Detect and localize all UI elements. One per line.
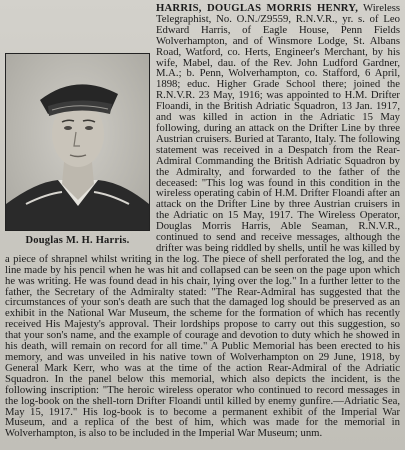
portrait-photo (5, 53, 150, 231)
subject-name: HARRIS, DOUGLAS MORRIS HENRY, (156, 2, 359, 14)
portrait-column (5, 53, 150, 246)
sailor-portrait-image (6, 54, 149, 230)
portrait-caption: Douglas M. H. Harris. (25, 235, 130, 246)
biography-body: Wireless Telegraphist, No. O.N./Z9559, R.N.V.R., yr. s. of Leo Edward Harris, of Eagle House, Penn Fields Wolverhampton, and of Winsmore Lodge, St. Albans Road, Watford, co. Herts, Engineer's Merchant, by his wife, Mabel, dau. of the Rev. John Ludford Gardner, M.A.; b. Penn, Wolverhampton, co. Stafford, 6 April, 1898; educ. Higher Grade School there; joined the R.N.V.R. 23 May, 1916; was appointed to H.M. Drifter Floandi, in the British Adriatic Squadron, 13 Jan. 1917, and was killed in action in the Adriatic 15 May following, during an attack on the Drifter Line by three Austrian cruisers. Buried at Taranto, Italy. The following statement was received in a Despatch from the Rear-Admiral Commanding the British Adriatic Squadron by the Admiralty, and forwarded to the father of the deceased: "This log was found in this condition in the wireless operating cabin of H.M. Drifter Floandi after an attack on the Drifter Line by three Austrian cruisers in the Adriatic on 15 May, 1917. The Wireless Operator, Douglas Morris Harris, Able Seaman, R.N.V.R., continued to send and receive messages, although the drifter was being riddled by shells, until he was killed by a piece of shrapnel whilst writing in the log. The piece of shell perforated the log, and the line made by his pencil when he was hit and collapsed can be seen on the page upon which he was writing. He was found dead in his chair, lying over the log." In a further letter to the father, the Secretary of the Admiralty stated: "The Rear-Admiral has suggested that the circumstances of your son's death are such that the damaged log should be preserved as an exhibit in the National War Museum, the scheme for the formation of which has recently received His Majesty's approval. Their lordships propose to carry out this suggestion, so that your son's name, and the example of courage and devotion to duty which he showed in his death, will remain on record for all time." A Public Memorial has been erected to his memory, and was unveiled in his native town of Wolverhampton on 29 June, 1918, by General Mark Kerr, who was at the time of the action Rear-Admiral of the Adriatic Squadron. In the panel below this memorial, which also depicts the incident, is the following inscription: "The heroic wireless operator who continued to record messages in the log-book on the shell-torn Drifter Floandi until killed by enemy gunfire.—Adriatic Sea, May 15, 1917." His log-book is to become a permanent exhibit of the Imperial War Museum, and a replica of the best of him, which was made for the memorial in Wolverhampton, is also to be included in the Imperial War Museum; unm. (5, 2, 401, 440)
